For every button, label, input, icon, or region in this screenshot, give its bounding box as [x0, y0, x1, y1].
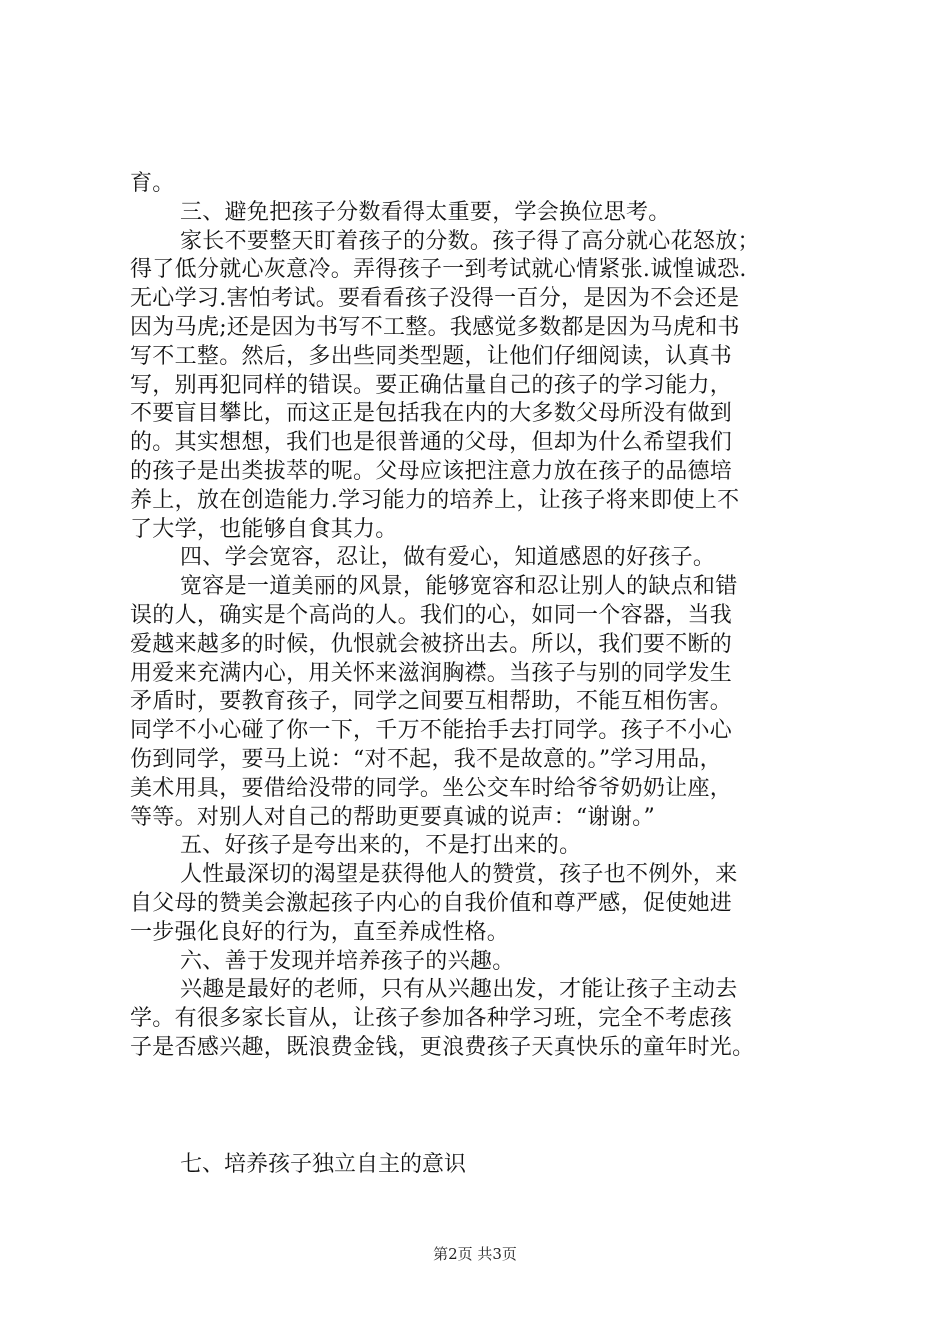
- text-line: 家长不要整天盯着孩子的分数。孩子得了高分就心花怒放；: [180, 228, 760, 254]
- text-line: 子是否感兴趣，既浪费金钱，更浪费孩子天真快乐的童年时光。: [130, 1034, 755, 1060]
- text-line: 一步强化良好的行为，直至养成性格。: [130, 919, 510, 945]
- text-line: 学。有很多家长盲从，让孩子参加各种学习班，完全不考虑孩: [130, 1006, 733, 1032]
- text-line: 的。其实想想，我们也是很普通的父母，但却为什么希望我们: [130, 430, 733, 456]
- text-line: 养上，放在创造能力.学习能力的培养上，让孩子将来即使上不: [130, 487, 740, 513]
- text-line: 矛盾时，要教育孩子，同学之间要互相帮助，不能互相伤害。: [130, 689, 733, 715]
- text-line: 四、学会宽容，忍让，做有爱心，知道感恩的好孩子。: [180, 545, 716, 571]
- text-line: 育。: [130, 171, 175, 196]
- text-line: 伤到同学，要马上说：“对不起，我不是故意的。”学习用品，: [130, 746, 722, 772]
- text-line: 三、避免把孩子分数看得太重要，学会换位思考。: [180, 199, 671, 225]
- text-line: 无心学习.害怕考试。要看看孩子没得一百分，是因为不会还是: [130, 286, 740, 312]
- text-line: 了大学，也能够自食其力。: [130, 516, 398, 542]
- text-line: 等等。对别人对自己的帮助更要真诚的说声：“谢谢。”: [130, 804, 655, 830]
- text-line: 宽容是一道美丽的风景，能够宽容和忍让别人的缺点和错: [180, 574, 738, 600]
- text-line: 人性最深切的渴望是获得他人的赞赏，孩子也不例外，来: [180, 862, 738, 888]
- text-line: 不要盲目攀比，而这正是包括我在内的大多数父母所没有做到: [130, 401, 733, 427]
- text-line: 写，别再犯同样的错误。要正确估量自己的孩子的学习能力，: [130, 372, 733, 398]
- text-line: 的孩子是出类拔萃的呢。父母应该把注意力放在孩子的品德培: [130, 458, 733, 484]
- document-body: [130, 170, 830, 1063]
- page-footer: 第2页 共3页: [433, 1245, 517, 1263]
- text-line: 六、善于发现并培养孩子的兴趣。: [180, 948, 515, 974]
- section-heading-seven: 七、培养孩子独立自主的意识: [180, 1152, 467, 1177]
- text-line: 美术用具，要借给没带的同学。坐公交车时给爷爷奶奶让座，: [130, 775, 733, 801]
- text-line: 误的人，确实是个高尚的人。我们的心，如同一个容器，当我: [130, 602, 733, 628]
- text-line: 写不工整。然后，多出些同类型题，让他们仔细阅读，认真书: [130, 343, 733, 369]
- text-line: 兴趣是最好的老师，只有从兴趣出发，才能让孩子主动去: [180, 977, 738, 1003]
- text-line: 五、好孩子是夸出来的，不是打出来的。: [180, 833, 582, 859]
- text-line: 爱越来越多的时候，仇恨就会被挤出去。所以，我们要不断的: [130, 631, 733, 657]
- text-line: 得了低分就心灰意冷。弄得孩子一到考试就心情紧张.诚惶诚恐.: [130, 257, 747, 283]
- text-line: 同学不小心碰了你一下，千万不能抬手去打同学。孩子不小心: [130, 718, 733, 744]
- text-line: 用爱来充满内心，用关怀来滋润胸襟。当孩子与别的同学发生: [130, 660, 733, 686]
- text-line: 自父母的赞美会激起孩子内心的自我价值和尊严感，促使她进: [130, 890, 733, 916]
- text-line: 因为马虎;还是因为书写不工整。我感觉多数都是因为马虎和书: [130, 314, 740, 340]
